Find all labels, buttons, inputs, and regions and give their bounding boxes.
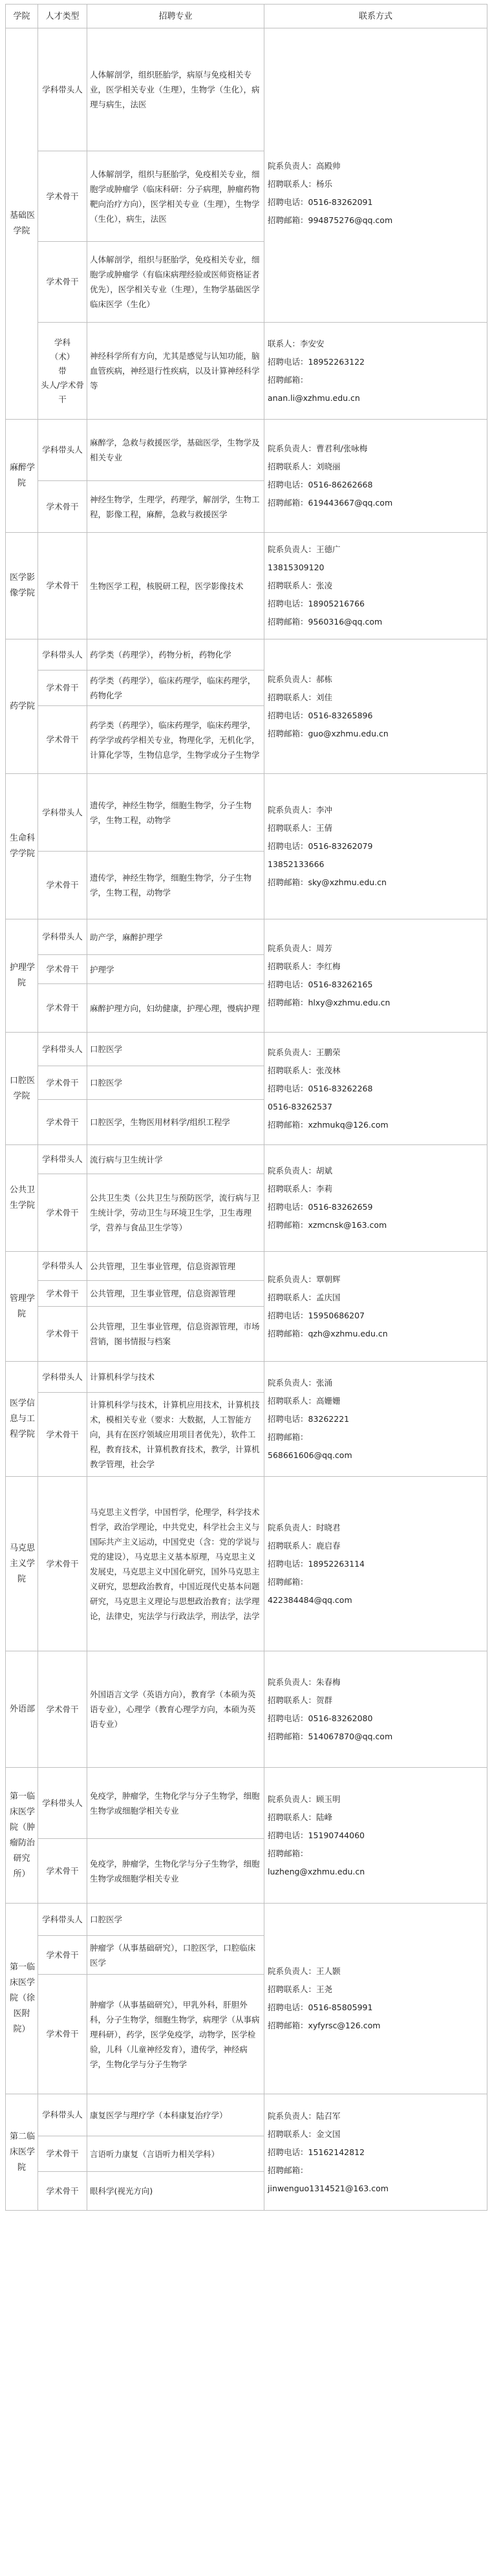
contact-cell (264, 1768, 487, 1904)
college-cell (6, 1651, 38, 1768)
contact-line: 招聘电话：15190744060 (268, 1830, 365, 1840)
contact-line: 13852133666 (268, 859, 325, 869)
college-name-line: 瘤防治 (10, 1838, 36, 1848)
table-row (6, 1145, 487, 1174)
table-row (6, 1033, 487, 1066)
majors-cell: 计算机科学与技术，计算机应用技术，计算机技术，模相关专业（要求：大数据，人工智能方向，具有在医疗领域应用项目者优先），软件工程，教育技术，计算机教育技术，教学，计算机教学管理，社会学 (87, 1393, 264, 1477)
college-name-line: 主义学 (10, 1558, 36, 1569)
college-name-line: 床医学 (10, 1978, 36, 1988)
college-name-line: 马克思 (10, 1543, 36, 1553)
talent-type-cell: 学科带头人 (38, 639, 87, 671)
contact-line: 院系负责人：王鹏荣 (268, 1047, 341, 1057)
talent-type-cell: 学科带头人 (38, 420, 87, 481)
majors-cell: 药学类（药理学），药物分析，药物化学 (87, 639, 264, 671)
contact-line: 招聘邮箱：qzh@xzhmu.edu.cn (268, 1328, 388, 1338)
college-name-line: 生学院 (10, 1201, 36, 1210)
majors-cell: 公共管理，卫生事业管理，信息资源管理 (87, 1252, 264, 1281)
contact-line: 招聘联系人：金文国 (268, 2129, 341, 2139)
talent-type-cell: 学术骨干 (38, 1477, 87, 1651)
majors-cell: 助产学，麻醉护理学 (87, 919, 264, 955)
contact-line: 招聘联系人：鹿启春 (268, 1540, 341, 1551)
contact-line: 招聘邮箱：hlxy@xzhmu.edu.cn (268, 998, 390, 1007)
contact-cell (264, 1252, 487, 1362)
contact-line: 招聘电话：18905216766 (268, 599, 365, 608)
college-name-line: 院（肿 (10, 1822, 36, 1832)
table-row (6, 919, 487, 955)
talent-type-cell (38, 323, 87, 420)
contact-line: 院系负责人：高殿帅 (268, 161, 341, 171)
contact-line (268, 139, 484, 157)
contact-line: 招聘联系人：陆峰 (268, 1812, 333, 1822)
talent-type-cell: 学术骨干 (38, 242, 87, 323)
contact-line: 招聘联系人：张凌 (268, 581, 333, 590)
talent-type-cell: 学术骨干 (38, 1936, 87, 1975)
contact-cell (264, 639, 487, 774)
contact-cell (264, 533, 487, 639)
college-name-line: 麻醉学 (10, 463, 36, 473)
contact-line: 院系负责人：张涌 (268, 1377, 333, 1388)
header-college: 学院 (6, 5, 38, 28)
college-name-line: 院 (17, 1309, 26, 1319)
contact-line: 院系负责人：李冲 (268, 805, 333, 815)
college-cell (6, 774, 38, 919)
contact-line: 院系负责人：顾玉明 (268, 1794, 341, 1804)
contact-cell (264, 1033, 487, 1145)
talent-type-cell: 学术骨干 (38, 1174, 87, 1252)
contact-line: 院系负责人：胡斌 (268, 1166, 333, 1175)
contact-line: 招聘联系人：贺群 (268, 1695, 333, 1705)
contact-line: 招聘邮箱：514067870@qq.com (268, 1731, 393, 1741)
contact-line: 院系负责人：覃朝辉 (268, 1274, 341, 1284)
college-name-line: 院 (17, 978, 26, 988)
college-cell (6, 1768, 38, 1904)
contact-line (268, 103, 484, 121)
contact-line: 招聘联系人：王倩 (268, 823, 333, 833)
talent-type-line: （术） (50, 351, 75, 361)
college-name-line: 研究 (13, 1853, 30, 1863)
college-name-line: 第一临 (10, 1962, 36, 1972)
talent-type-cell: 学术骨干 (38, 1393, 87, 1477)
college-name-line: 院） (13, 2024, 30, 2034)
majors-cell: 肿瘤学（从事基础研究），甲乳外科，肝胆外科，分子生物学，细胞生物学，病理学（从事病理科研），药学，医学免疫学，动物学，医学检验，儿科（儿童神经发育），遗传学，神经病学，生物化学与分子生物学 (87, 1975, 264, 2094)
college-cell (6, 1477, 38, 1651)
header-majors: 招聘专业 (87, 5, 264, 28)
majors-cell: 遗传学，神经生物学，细胞生物学，分子生物学，生物工程，动物学 (87, 774, 264, 852)
talent-type-cell: 学术骨干 (38, 2172, 87, 2211)
talent-type-cell: 学科带头人 (38, 1033, 87, 1066)
college-name-line: 息与工 (10, 1413, 36, 1424)
contact-line: 院系负责人：曹君利/张咏梅 (268, 444, 368, 453)
talent-type-cell: 学科带头人 (38, 919, 87, 955)
majors-cell: 公共管理，卫生事业管理，信息资源管理，市场营销，图书情报与档案 (87, 1307, 264, 1362)
contact-line: 招聘电话：83262221 (268, 1413, 350, 1424)
talent-type-cell: 学科带头人 (38, 774, 87, 852)
talent-type-cell: 学术骨干 (38, 533, 87, 639)
talent-type-cell: 学术骨干 (38, 984, 87, 1033)
contact-cell (264, 2094, 487, 2211)
majors-cell: 公共卫生类（公共卫生与预防医学，流行病与卫生统计学，劳动卫生与环境卫生学，卫生毒理学，营养与食品卫生学等） (87, 1174, 264, 1252)
contact-line: 联系人：李安安 (268, 338, 325, 349)
college-name-line: 床医学 (10, 2147, 36, 2157)
contact-cell (264, 1145, 487, 1252)
majors-cell: 免疫学，肿瘤学，生物化学与分子生物学，细胞生物学或细胞学相关专业 (87, 1768, 264, 1839)
talent-type-cell: 学术骨干 (38, 1281, 87, 1307)
college-name-line: 生命科 (10, 833, 36, 843)
majors-cell: 口腔医学 (87, 1066, 264, 1100)
contact-line: 招聘电话：15162142812 (268, 2147, 365, 2157)
college-name-line: 床医学 (10, 1807, 36, 1817)
talent-type-cell: 学术骨干 (38, 1839, 87, 1904)
header-contact: 联系方式 (264, 5, 487, 28)
talent-type-line: 带 (58, 365, 67, 376)
header-row (6, 5, 487, 28)
college-name-line: 第一临 (10, 1791, 36, 1801)
college-name-line: 护理学 (10, 963, 36, 972)
majors-cell: 流行病与卫生统计学 (87, 1145, 264, 1174)
contact-line: 招聘邮箱：xzmcnsk@163.com (268, 1220, 387, 1230)
majors-cell: 康复医学与理疗学（本科康复治疗学） (87, 2094, 264, 2136)
contact-line: 招聘电话：18952263114 (268, 1558, 365, 1569)
table-row (6, 1904, 487, 1936)
table-row (6, 420, 487, 481)
majors-cell: 麻醉护理方向，妇幼健康，护理心理，慢病护理 (87, 984, 264, 1033)
table-row (6, 533, 487, 639)
table-row (6, 1252, 487, 1281)
contact-cell (264, 1904, 487, 2094)
college-cell (6, 2094, 38, 2211)
majors-cell: 免疫学，肿瘤学，生物化学与分子生物学，细胞生物学或细胞学相关专业 (87, 1839, 264, 1904)
contact-line: 院系负责人：郝栋 (268, 674, 333, 684)
majors-cell: 药学类（药理学），临床药理学，临床药理学，药物化学 (87, 671, 264, 706)
contact-line: 招聘电话：0516-83262080 (268, 1713, 373, 1723)
college-cell (6, 919, 38, 1033)
majors-cell: 口腔医学，生物医用材料学/组织工程学 (87, 1100, 264, 1145)
majors-cell: 神经生物学，生理学，药理学，解剖学，生物工程，影像工程，麻醉，急救与救援医学 (87, 481, 264, 533)
contact-line: 招聘邮箱： (268, 1432, 308, 1442)
table-row (6, 323, 487, 420)
contact-line: 招聘联系人：高姗姗 (268, 1395, 341, 1406)
talent-type-cell: 学术骨干 (38, 706, 87, 774)
contact-line: 0516-83262537 (268, 1101, 332, 1111)
college-name-line: 第二临 (10, 2131, 36, 2141)
majors-cell: 马克思主义哲学，中国哲学，伦理学，科学技术哲学，政治学理论，中共党史，科学社会主义与国际共产主义运动，中国党史（含：党的学说与党的建设），马克思主义基本原理，马克思主义发展史，马克思主义中国化研究，国外马克思主义研究，思想政治教育，中国近现代史基本问题研究，马克思主义理论与思想政治教育；法学理论，法律史，宪法学与行政法学，刑法学，法学 (87, 1477, 264, 1651)
contact-line: 招聘联系人：杨乐 (268, 179, 333, 189)
college-name-line: 管理学 (10, 1293, 36, 1304)
contact-line: 招聘电话：0516-83262659 (268, 1202, 373, 1212)
college-name-line: 院（徐 (10, 1993, 36, 2003)
contact-line: 院系负责人：周芳 (268, 943, 333, 953)
table-row (6, 774, 487, 852)
majors-cell: 言语听力康复（言语听力相关学科） (87, 2136, 264, 2172)
contact-cell (264, 420, 487, 533)
college-name-line: 外语部 (10, 1704, 36, 1714)
contact-line: 招聘邮箱： (268, 1576, 308, 1587)
contact-line: 招聘邮箱：sky@xzhmu.edu.cn (268, 877, 387, 887)
majors-cell: 人体解剖学，组织胚胎学，病原与免疫相关专业，医学相关专业（生理），生物学（生化），病理与病生，法医 (87, 28, 264, 151)
contact-line: 招聘邮箱：xzhmukq@126.com (268, 1119, 389, 1130)
talent-type-cell: 学科带头人 (38, 1362, 87, 1393)
college-name-line: 医学信 (10, 1398, 36, 1408)
contact-line: 招聘电话：0516-85805991 (268, 2002, 373, 2012)
contact-cell (264, 28, 487, 323)
majors-cell: 外国语言文学（英语方向），教育学（本硕为英语专业），心理学（教育心理学方向，本硕为英语专业） (87, 1651, 264, 1768)
talent-type-cell: 学科带头人 (38, 1904, 87, 1936)
table-row (6, 1768, 487, 1839)
contact-line: jinwenguo1314521@163.com (268, 2183, 389, 2193)
talent-type-line: 学科 (54, 337, 70, 347)
college-name-line: 药学院 (10, 701, 36, 711)
contact-line: 招聘电话：18952263122 (268, 356, 365, 367)
talent-type-cell: 学科带头人 (38, 2094, 87, 2136)
contact-line: 13815309120 (268, 563, 325, 572)
contact-line: 招聘邮箱：9560316@qq.com (268, 617, 383, 627)
college-name-line: 院 (17, 1574, 26, 1584)
college-cell (6, 639, 38, 774)
college-name-line: 医附 (13, 2009, 30, 2019)
contact-line: 招聘电话：0516-86262668 (268, 480, 373, 489)
table-row (6, 639, 487, 671)
college-cell (6, 1904, 38, 2094)
contact-line: 招聘邮箱：xyfyrsc@126.com (268, 2021, 381, 2030)
majors-cell: 计算机科学与技术 (87, 1362, 264, 1393)
college-cell (6, 28, 38, 420)
majors-cell: 遗传学，神经生物学，细胞生物学，分子生物学，生物工程，动物学 (87, 852, 264, 919)
college-name-line: 学学院 (10, 849, 36, 859)
contact-line: 招聘电话：0516-83262268 (268, 1083, 373, 1093)
contact-cell (264, 1477, 487, 1651)
talent-type-cell: 学术骨干 (38, 151, 87, 242)
talent-type-cell: 学术骨干 (38, 955, 87, 984)
contact-line: 招聘邮箱：guo@xzhmu.edu.cn (268, 728, 389, 738)
majors-cell: 药学类（药理学），临床药理学，临床药理学，药学学或药学相关专业，物理化学，无机化学，计算化学等，生物信息学，生物学或分子生物学 (87, 706, 264, 774)
talent-type-cell: 学科带头人 (38, 1768, 87, 1839)
contact-line: 招聘电话：0516-83262079 (268, 841, 373, 851)
table-row (6, 1651, 487, 1768)
college-name-line: 所） (13, 1869, 30, 1879)
talent-type-cell: 学科带头人 (38, 1252, 87, 1281)
contact-cell (264, 323, 487, 420)
contact-line: 招聘联系人：孟庆国 (268, 1292, 341, 1302)
college-cell (6, 420, 38, 533)
contact-line: 568661606@qq.com (268, 1450, 352, 1460)
contact-line: 招聘邮箱： (268, 374, 308, 385)
contact-line: anan.li@xzhmu.edu.cn (268, 392, 360, 403)
contact-line: 422384484@qq.com (268, 1594, 352, 1605)
contact-cell (264, 919, 487, 1033)
contact-cell (264, 774, 487, 919)
majors-cell: 神经科学所有方向，尤其是感觉与认知功能，脑血管疾病，神经退行性疾病，以及计算神经科学等 (87, 323, 264, 420)
college-name-line: 基础医 (10, 211, 36, 220)
contact-line: 招聘联系人：张茂林 (268, 1065, 341, 1075)
college-name-line: 学院 (13, 1091, 30, 1101)
majors-cell: 人体解剖学，组织与胚胎学，免疫相关专业，细胞学或肿瘤学（有临床病理经验或医师资格证者优先），医学相关专业（生理），生物学基础医学临床医学（生化） (87, 242, 264, 323)
college-name-line: 医学影 (10, 573, 36, 583)
talent-type-cell: 学术骨干 (38, 852, 87, 919)
contact-line: 院系负责人：时晓君 (268, 1522, 341, 1532)
college-name-line: 像学院 (10, 588, 36, 598)
college-name-line: 口腔医 (10, 1075, 36, 1086)
contact-line: 招聘联系人：李莉 (268, 1184, 333, 1194)
contact-line: 招聘电话：0516-83262091 (268, 197, 373, 207)
college-cell (6, 1033, 38, 1145)
table-row (6, 28, 487, 151)
majors-cell: 肿瘤学（从事基础研究），口腔医学，口腔临床医学 (87, 1936, 264, 1975)
recruitment-table (5, 4, 487, 2211)
contact-line: 招聘邮箱：994875276@qq.com (268, 215, 393, 225)
contact-line: 招聘邮箱： (268, 2165, 308, 2175)
college-name-line: 院 (17, 478, 26, 488)
recruitment-table-wrapper (5, 4, 487, 2211)
contact-line (268, 230, 484, 248)
table-row (6, 2094, 487, 2136)
majors-cell: 公共管理，卫生事业管理，信息资源管理 (87, 1281, 264, 1307)
majors-cell: 眼科学(视光方向) (87, 2172, 264, 2211)
majors-cell: 口腔医学 (87, 1033, 264, 1066)
talent-type-cell: 学术骨干 (38, 1975, 87, 2094)
talent-type-cell: 学术骨干 (38, 1066, 87, 1100)
contact-line (268, 121, 484, 139)
contact-line: 招聘电话：15950686207 (268, 1310, 365, 1320)
contact-line: 招聘邮箱：619443667@qq.com (268, 498, 393, 508)
college-name-line: 院 (17, 2162, 26, 2173)
contact-line: 招聘联系人：刘佳 (268, 692, 333, 702)
college-cell (6, 533, 38, 639)
college-cell (6, 1362, 38, 1477)
contact-line: 招聘联系人：刘晓丽 (268, 462, 341, 471)
college-cell (6, 1252, 38, 1362)
talent-type-cell: 学术骨干 (38, 1651, 87, 1768)
talent-type-cell: 学术骨干 (38, 2136, 87, 2172)
talent-type-cell: 学术骨干 (38, 481, 87, 533)
college-name-line: 程学院 (10, 1429, 36, 1439)
contact-line: 院系负责人：朱春梅 (268, 1677, 341, 1687)
talent-type-line: 头人/学术骨 (41, 380, 84, 390)
talent-type-cell: 学术骨干 (38, 1100, 87, 1145)
table-row (6, 1477, 487, 1651)
contact-cell (264, 1651, 487, 1768)
majors-cell: 麻醉学，急救与救援医学，基础医学，生物学及相关专业 (87, 420, 264, 481)
talent-type-cell: 学术骨干 (38, 1307, 87, 1362)
contact-line: 招聘联系人：王尧 (268, 1984, 333, 1994)
college-cell (6, 1145, 38, 1252)
contact-line: 招聘电话：0516-83262165 (268, 980, 373, 989)
contact-line: 招聘邮箱： (268, 1848, 308, 1858)
talent-type-cell: 学科带头人 (38, 1145, 87, 1174)
majors-cell: 生物医学工程，核脱研工程，医学影像技术 (87, 533, 264, 639)
contact-line: 招聘联系人：李红梅 (268, 961, 341, 971)
contact-line: 招聘电话：0516-83265896 (268, 710, 373, 720)
contact-line: 院系负责人：王德广 (268, 544, 341, 554)
table-row (6, 1362, 487, 1393)
talent-type-cell: 学术骨干 (38, 671, 87, 706)
header-talent-type: 人才类型 (38, 5, 87, 28)
majors-cell: 口腔医学 (87, 1904, 264, 1936)
contact-line: luzheng@xzhmu.edu.cn (268, 1866, 365, 1876)
contact-line: 院系负责人：王人颢 (268, 1966, 341, 1976)
contact-line: 院系负责人：陆召军 (268, 2110, 341, 2121)
majors-cell: 人体解剖学，组织与胚胎学，免疫相关专业，细胞学或肿瘤学（临床科研：分子病理，肿瘤药物靶向治疗方向），医学相关专业（生理），生物学（生化），病生，法医 (87, 151, 264, 242)
college-name-line: 公共卫 (10, 1185, 36, 1195)
college-name-line: 学院 (13, 226, 30, 236)
majors-cell: 护理学 (87, 955, 264, 984)
contact-cell (264, 1362, 487, 1477)
talent-type-line: 干 (58, 394, 67, 404)
talent-type-cell: 学科带头人 (38, 28, 87, 151)
